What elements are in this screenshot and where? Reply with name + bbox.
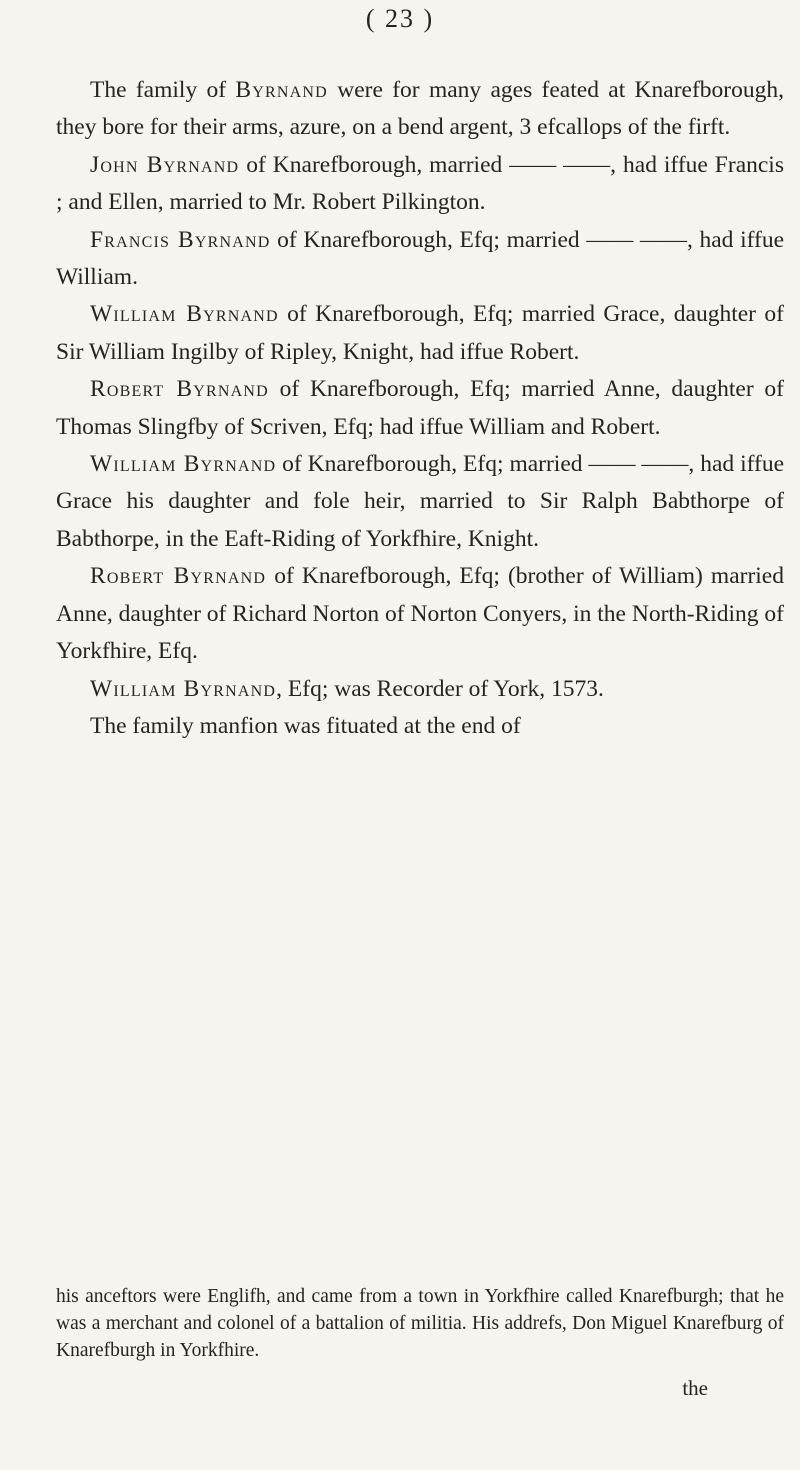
main-text <box>56 72 784 745</box>
paragraph-william-2: William Byrnand of Knarefborough, Efq; married —— ——, had iffue Grace his daughter and fole heir, married to Sir Ralph Babthorpe of Babthorpe, in the Eaft-Riding of Yorkfhire, Knight. <box>56 451 785 552</box>
paragraph-william-1: William Byrnand of Knarefborough, Efq; married Grace, daughter of Sir William Ingilby of Ripley, Knight, had iffue Robert. <box>56 301 784 365</box>
person-name: Francis Byrnand <box>90 226 271 253</box>
paragraph-robert-1: Robert Byrnand of Knarefborough, Efq; married Anne, daughter of Thomas Slingfby of Scriven, Efq; had iffue William and Robert. <box>56 376 784 440</box>
footnote <box>56 1284 784 1364</box>
person-name: Robert Byrnand <box>90 563 267 590</box>
surname: Byrnand <box>235 77 328 103</box>
person-name: William Byrnand <box>90 301 279 328</box>
person-name: John Byrnand <box>90 151 240 178</box>
paragraph-william-recorder: William Byrnand, Efq; was Recorder of York, 1573. <box>90 675 604 702</box>
person-name: William Byrnand <box>90 451 277 478</box>
person-name: Robert Byrnand <box>90 376 269 403</box>
paragraph-family-arms: The family of Byrnand were for many ages feated at Knarefborough, they bore for their arms, azure, on a bend argent, 3 efcallops of the firft. <box>56 77 784 141</box>
paragraph-john: John Byrnand of Knarefborough, married —— ——, had iffue Francis ; and Ellen, married to Mr. Robert Pilkington. <box>56 151 784 216</box>
paragraph-robert-2: Robert Byrnand of Knarefborough, Efq; (brother of William) married Anne, daughter of Richard Norton of Norton Conyers, in the North-Riding of Yorkfhire, Efq. <box>56 563 784 665</box>
footnote-text: his anceftors were Englifh, and came from a town in Yorkfhire called Knarefburgh; that he was a merchant and colonel of a battalion of militia. His addrefs, Don Miguel Knarefburg of Knarefburgh in Yorkfhire. <box>56 1286 784 1361</box>
catchword: the <box>682 1376 708 1400</box>
paragraph-mansion: The family manfion was fituated at the end of <box>90 712 521 739</box>
page-number: ( 23 ) <box>365 4 435 33</box>
person-name: William Byrnand <box>90 675 277 702</box>
paragraph-francis: Francis Byrnand of Knarefborough, Efq; married —— ——, had iffue William. <box>56 226 785 291</box>
